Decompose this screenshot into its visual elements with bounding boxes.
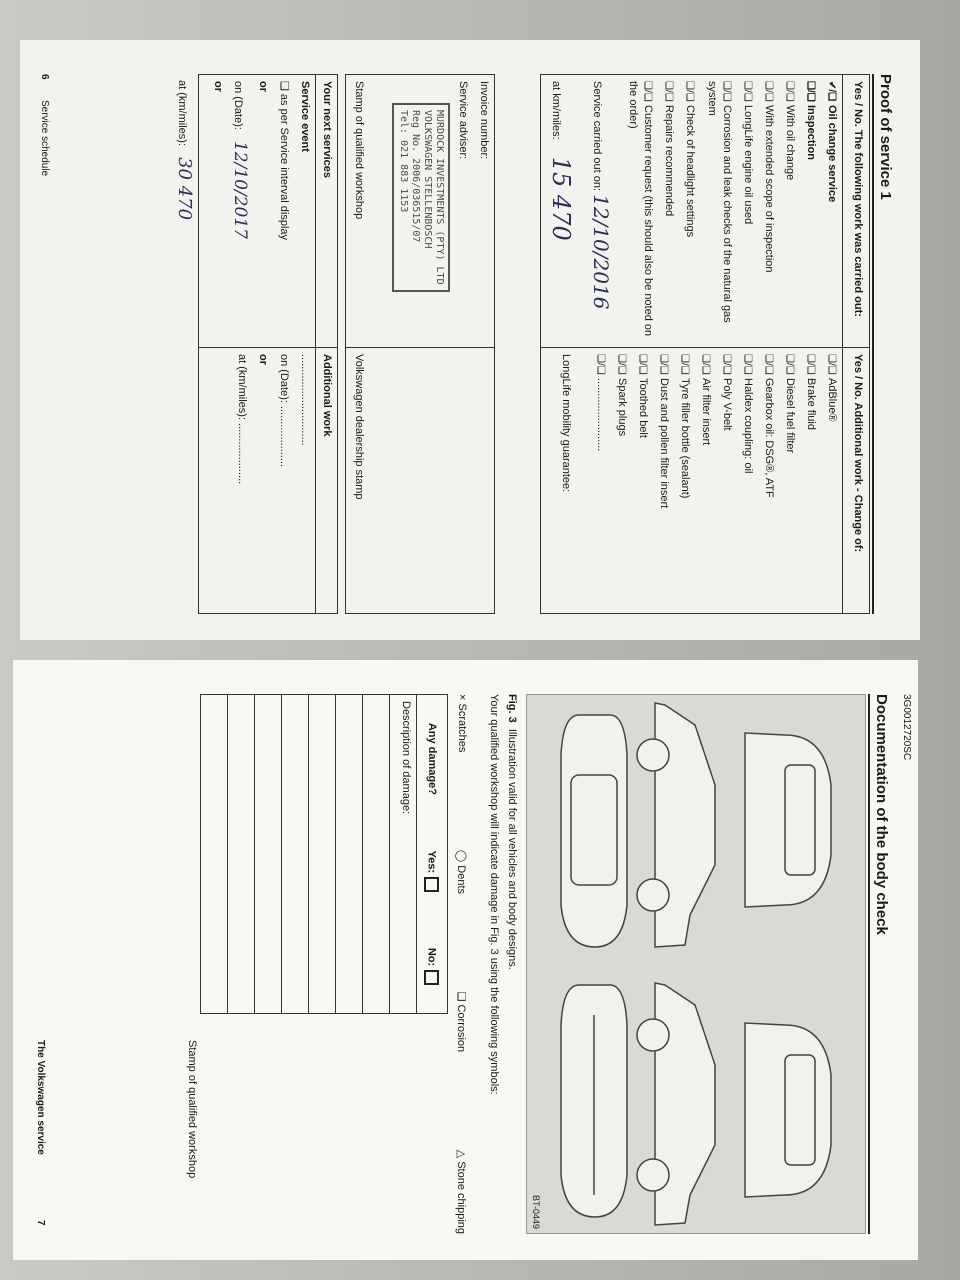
service-interval-option[interactable]: ❑ as per Service interval display (278, 81, 290, 241)
page-number: 6 (39, 74, 50, 80)
description-line[interactable] (308, 695, 335, 1013)
description-line[interactable] (201, 695, 227, 1013)
dents-legend: ◯ Dents (455, 849, 467, 895)
service-event-label: Service event (299, 81, 311, 152)
haldex-row[interactable]: ❑/❑Haldex coupling: oil (742, 354, 754, 474)
damage-legend (455, 694, 468, 1234)
dealer-stamp: MURDOCK INVESTMENTS (PTY) LTD VOLKSWAGEN STELLENBOSCH Reg No. 2006/036515/07 Tel: 021 883 1153 (392, 103, 450, 292)
yes-option[interactable]: Yes: (425, 851, 440, 893)
inspection-row[interactable]: ❑/❑Inspection (805, 81, 817, 161)
car-side-view-right (655, 983, 715, 1225)
page-title: Documentation of the body check (873, 694, 890, 935)
blank-line[interactable]: .............................. (299, 354, 311, 446)
km-handwriting: 15 470 (547, 156, 575, 241)
additional-work-header: Yes / No. Additional work - Change of: (842, 348, 869, 613)
longlife-oil-row[interactable]: ❑/❑LongLife engine oil used (742, 81, 754, 225)
diesel-filter-row[interactable]: ❑/❑Diesel fuel filter (784, 354, 796, 454)
next-services-section (198, 74, 338, 614)
customer-request-row[interactable]: ❑/❑Customer request (this should also be noted on the order) (627, 81, 654, 337)
with-oil-change-row[interactable]: ❑/❑With oil change (784, 81, 796, 181)
invoice-label: Invoice number: (478, 81, 490, 160)
or-label: or (257, 81, 269, 92)
car-side-view-left (655, 703, 715, 947)
work-carried-out-header: Yes / No. The following work was carried out: (842, 75, 869, 347)
car-outlines-illustration (527, 695, 865, 1233)
figure-code: BT-0449 (531, 1195, 541, 1230)
description-line[interactable] (362, 695, 389, 1013)
title-rule (868, 694, 870, 1234)
doc-code: 3G0012720SC (901, 694, 912, 761)
page-title: Proof of service 1 (877, 74, 894, 200)
damage-instructions: Your qualified workshop will indicate damage in Fig. 3 using the following symbols: (488, 694, 500, 1095)
body-check-page (13, 660, 918, 1260)
stone-chipping-legend: △ Stone chipping (455, 1149, 467, 1234)
repairs-recommended-row[interactable]: ❑/❑Repairs recommended (663, 81, 675, 217)
stamp-qualified-label: Stamp of qualified workshop (353, 81, 365, 220)
damage-description-label: Description of damage: (389, 695, 416, 1013)
poly-v-belt-row[interactable]: ❑/❑Poly V-belt (721, 354, 733, 431)
additional-work-label: Additional work (315, 348, 337, 613)
additional-work-column (541, 348, 869, 613)
check-mark-icon: ✔/❑ (826, 81, 837, 102)
gas-system-check-row[interactable]: ❑/❑Corrosion and leak checks of the natural gas system (706, 81, 733, 323)
corrosion-legend: ❑ Corrosion (455, 991, 467, 1053)
next-date-row[interactable]: on (Date): 12/10/2017 (230, 81, 250, 239)
figure-caption: Fig. 3 Illustration valid for all vehicles and body designs. (506, 694, 518, 970)
service-table (540, 74, 870, 614)
page-footer: The Volkswagen service (35, 1040, 46, 1155)
next-date-handwriting: 12/10/2017 (230, 140, 250, 239)
next-services-title: Your next services (315, 75, 337, 347)
stamp-section (345, 74, 495, 614)
or-label-3: or (257, 354, 269, 365)
pollen-filter-row[interactable]: ❑/❑Dust and pollen filter insert (658, 354, 670, 509)
checkbox-icon (425, 877, 440, 892)
right-at-km[interactable]: at (km/miles): .................... (236, 354, 248, 485)
adblue-row[interactable]: ❑/❑AdBlue® (826, 354, 838, 422)
page-footer: Service schedule (39, 100, 50, 177)
page-number: 7 (35, 1220, 46, 1226)
service-date-handwriting: 12/10/2016 (589, 194, 613, 310)
work-carried-out-column (541, 75, 869, 348)
extended-inspection-row[interactable]: ❑/❑With extended scope of inspection (763, 81, 775, 273)
tyre-filler-row[interactable]: ❑/❑Tyre filler bottle (sealant) (679, 354, 691, 499)
air-filter-row[interactable]: ❑/❑Air filter insert (700, 354, 712, 446)
headlight-check-row[interactable]: ❑/❑Check of headlight settings (684, 81, 696, 238)
service-date-row[interactable]: Service carried out on: 12/10/2016 (589, 81, 613, 310)
toothed-belt-row[interactable]: ❑/❑Toothed belt (637, 354, 649, 438)
any-damage-label: Any damage? (426, 722, 438, 795)
service-adviser-label: Service adviser: (457, 81, 469, 160)
vehicle-figure[interactable] (526, 694, 866, 1234)
stamp-dealership-label: Volkswagen dealership stamp (353, 354, 365, 500)
description-line[interactable] (227, 695, 254, 1013)
checkbox-icon (425, 970, 440, 985)
no-option[interactable]: No: (425, 948, 440, 985)
workshop-stamp-label: Stamp of qualified workshop (186, 1040, 198, 1179)
spark-plugs-row[interactable]: ❑/❑Spark plugs (616, 354, 628, 437)
right-on-date[interactable]: on (Date): .................... (278, 354, 290, 468)
next-km-row[interactable]: at (km/miles): 30 470 (174, 80, 195, 221)
description-line[interactable] (281, 695, 308, 1013)
mobility-guarantee: LongLife mobility guarantee: (560, 354, 572, 493)
km-row[interactable]: at km/miles: 15 470 (547, 81, 575, 241)
scratches-legend: × Scratches (456, 694, 468, 753)
proof-of-service-page (20, 40, 920, 640)
description-line[interactable] (254, 695, 281, 1013)
gearbox-oil-row[interactable]: ❑/❑Gearbox oil: DSG®, ATF (763, 354, 775, 498)
title-rule (872, 74, 874, 614)
description-line[interactable] (335, 695, 362, 1013)
blank-extra-row[interactable]: ❑/❑........................ (595, 354, 607, 452)
or-label-2: or (212, 81, 224, 92)
damage-form (200, 694, 448, 1014)
brake-fluid-row[interactable]: ❑/❑Brake fluid (805, 354, 817, 430)
next-km-handwriting: 30 470 (174, 157, 195, 221)
oil-change-row[interactable]: ✔/❑Oil change service (821, 75, 842, 347)
